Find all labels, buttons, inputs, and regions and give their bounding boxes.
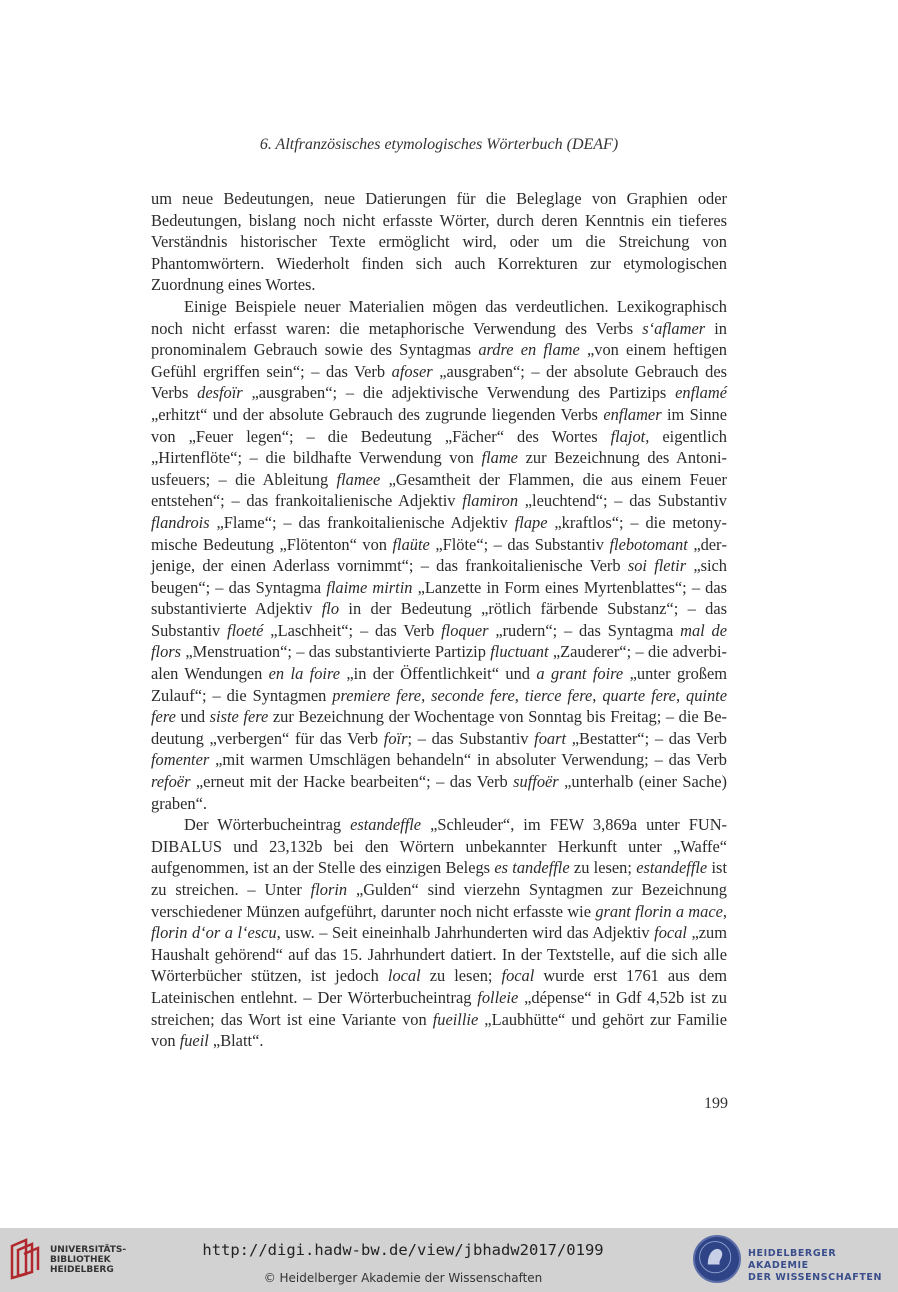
italic-term: suffoër	[513, 772, 559, 792]
italic-term: focal	[501, 966, 535, 986]
text-run: „ausgraben“; – die adjektivische Verwendung des Partizips	[242, 383, 676, 403]
italic-term: fueil	[179, 1031, 209, 1051]
copyright-notice: © Heidelberger Akademie der Wissenschaften	[263, 1271, 543, 1285]
italic-term: refoër	[151, 772, 191, 792]
italic-term: fluctuant	[490, 642, 549, 662]
text-run: Der Wörterbucheintrag	[184, 815, 351, 835]
text-run: „zum Haushalt gehörend“ auf das 15. Jahrhundert datiert. In der Textstelle, auf die sich alle Wörterbücher stützen, ist jedoch	[151, 923, 727, 986]
text-run: „Zauderer“; – die adverbialen Wendungen	[151, 642, 727, 684]
text-run: „kraftlos“; – die metonymische Bedeutung „Flötenton“ von	[151, 512, 727, 554]
italic-term: foïr	[383, 728, 408, 748]
paragraph-1	[151, 188, 727, 296]
text-run: zur Bezeichnung der Wochentage von Sonntag bis Freitag; – die Bedeutung „verbergen“ für das Verb	[151, 707, 727, 748]
academy-seal-icon	[693, 1235, 741, 1283]
italic-term: estandeffle	[636, 858, 708, 878]
italic-term: focal	[654, 923, 687, 943]
academy-logo-text: HEIDELBERGER AKADEMIE DER WISSENSCHAFTEN	[748, 1248, 883, 1283]
italic-term: folleie	[477, 987, 519, 1007]
text-run: „Flöte“; – das Substantiv	[429, 534, 610, 554]
text-run: „leuchtend“; – das Substantiv	[518, 491, 727, 511]
text-run: in pronominalem Gebrauch sowie des Syntagmas	[151, 318, 727, 360]
academy-logo[interactable]	[693, 1234, 893, 1286]
text-run: ,	[675, 685, 687, 705]
text-run: „ausgraben“; – der absolute Gebrauch des Verbs	[151, 361, 727, 403]
running-head: 6. Altfranzösisches etymologisches Wörterbuch (DEAF)	[259, 136, 619, 153]
italic-term: afoser	[391, 361, 433, 381]
text-run: „erhitzt“ und der absolute Gebrauch des zugrunde liegenden Verbs	[151, 404, 604, 424]
italic-term: tierce fere	[524, 685, 593, 705]
paragraph-2	[151, 296, 727, 814]
italic-term: ardre en flame	[478, 340, 580, 360]
italic-term: flaüte	[392, 534, 430, 554]
text-run: und	[175, 707, 210, 727]
text-run: ,	[592, 685, 603, 705]
italic-term: enflamé	[675, 383, 727, 403]
italic-term: flamiron	[462, 491, 519, 511]
italic-term: enflamer	[603, 404, 662, 424]
italic-term: flape	[514, 512, 548, 532]
italic-term: foart	[534, 728, 567, 748]
italic-term: flo	[321, 599, 340, 619]
text-run: , usw. – Seit eineinhalb Jahrhunderten wird das Adjektiv	[276, 923, 655, 943]
italic-term: flandrois	[151, 512, 210, 532]
text-run: zu lesen;	[569, 858, 637, 878]
page-number: 199	[704, 1095, 728, 1112]
italic-term: florin d‘or a l‘escu	[151, 923, 277, 943]
paragraph-3	[151, 814, 727, 1052]
text-run: zu lesen;	[420, 966, 502, 986]
italic-term: es tandeffle	[494, 858, 570, 878]
italic-term: fueillie	[432, 1009, 479, 1029]
text-run: „von einem heftigen Gefühl ergriffen sein“; – das Verb	[151, 340, 727, 381]
italic-term: estandeffle	[350, 815, 422, 835]
italic-term: desfoïr	[197, 383, 243, 403]
italic-term: flebotomant	[609, 534, 688, 554]
italic-term: grant florin a mace	[595, 901, 723, 921]
italic-term: soi fletir	[627, 556, 687, 576]
text-run: „Laschheit“; – das Verb	[263, 620, 442, 640]
italic-term: flajot,	[610, 426, 650, 446]
text-run: „in der Öffentlichkeit“ und	[340, 664, 537, 684]
text-run: „sich beugen“; – das Syntagma	[151, 556, 728, 597]
italic-term: en la foire	[268, 664, 340, 684]
text-run: ,	[421, 685, 432, 705]
italic-term: local	[387, 966, 421, 986]
text-run: „Menstruation“; – das substantivierte Partizip	[181, 642, 491, 662]
text-run: „Gulden“ sind vierzehn Syntagmen zur Bezeichnung verschiedener Münzen aufgeführt, darunter noch nicht erfasste wie	[151, 880, 727, 921]
italic-term: mal de flors	[151, 620, 727, 662]
text-run: „Laubhütte“ und gehört zur Familie von	[151, 1009, 728, 1051]
text-run: „Schleuder“, im FEW 3,869a unter FUNDIBALUS und 23,132b bei den Wörtern unbekannter Herkunft unter „Waffe“ aufgenommen, ist an der Stelle des einzigen Belegs	[151, 815, 728, 878]
text-run: „Blatt“.	[208, 1031, 264, 1051]
footer-bar	[0, 1228, 898, 1292]
italic-term: seconde fere	[431, 685, 515, 705]
italic-term: floeté	[227, 620, 264, 640]
ub-logo-text: UNIVERSITÄTS- BIBLIOTHEK HEIDELBERG	[50, 1245, 127, 1275]
body-text	[151, 188, 727, 1052]
italic-term: fomenter	[151, 750, 210, 770]
text-run: „unterhalb (einer Sache) graben“.	[151, 772, 727, 813]
page-url-link[interactable]: http://digi.hadw-bw.de/view/jbhadw2017/0199	[202, 1241, 604, 1259]
text-run: „Flame“; – das frankoitalienische Adjektiv	[209, 512, 515, 532]
text-run: „derjenige, der einen Aderlass vornimmt“; – das frankoitalienische Verb	[151, 534, 727, 576]
text-run: „unter großem Zulauf“; – die Syntagmen	[151, 664, 728, 705]
text-run: ist zu streichen. – Unter	[151, 858, 727, 899]
text-run: zur Bezeichnung des Antoniusfeuers; – die Ableitung	[151, 448, 727, 489]
italic-term: s‘aflamer	[642, 318, 706, 338]
text-run: ,	[514, 685, 525, 705]
italic-term: quarte fere	[602, 685, 676, 705]
text-run: im Sinne von „Feuer legen“; – die Bedeutung „Fächer“ des Wortes	[151, 404, 727, 446]
italic-term: florin	[310, 880, 348, 899]
italic-term: premiere fere	[332, 685, 422, 705]
text-run: Einige Beispiele neuer Materialien mögen das verdeutlichen. Lexikographisch noch nicht erfasst waren: die metaphorische Verwendung des Verbs	[151, 296, 727, 338]
italic-term: flamee	[336, 469, 381, 489]
text-run: eigentlich „Hirtenflöte“; – die bildhafte Verwendung von	[151, 426, 727, 468]
text-run: ; – das Substantiv	[407, 728, 535, 748]
italic-term: floquer	[441, 620, 489, 640]
text-run: „mit warmen Umschlägen behandeln“ in absoluter Verwendung; – das Verb	[209, 750, 727, 770]
text-run: „dépense“ in Gdf 4,52b ist zu streichen; das Wort ist eine Variante von	[151, 987, 727, 1029]
text-run: „Lanzette in Form eines Myrtenblattes“; – das substantivierte Adjektiv	[151, 577, 728, 619]
text-run: wurde erst 1761 aus dem Lateinischen entlehnt. – Der Wörterbucheintrag	[151, 966, 727, 1007]
text-run: ,	[722, 901, 727, 921]
text-run: in der Bedeutung „rötlich färbende Substanz“; – das Substantiv	[151, 599, 727, 640]
text-run: „rudern“; – das Syntagma	[488, 620, 681, 640]
italic-term: siste fere	[209, 707, 269, 727]
italic-term: quinte fere	[151, 685, 727, 727]
text-run: „Gesamtheit der Flammen, die aus einem Feuer entstehen“; – das frankoitalienische Adjektiv	[151, 469, 727, 511]
text-run: „erneut mit der Hacke bearbeiten“; – das Verb	[190, 772, 514, 792]
text-run: um neue Bedeutungen, neue Datierungen für die Beleglage von Graphien oder Bedeutungen, bislang noch nicht erfasste Wörter, durch deren Kenntnis ein tieferes Verständnis historischer Texte ermöglicht wird, oder um die Streichung von Phantomwörtern. Wiederholt finden sich auch Korrekturen zur etymologischen Zuordnung eines Wortes.	[151, 189, 727, 295]
italic-term: flame	[481, 448, 518, 468]
italic-term: flaime mirtin	[326, 577, 413, 597]
text-run: „Bestatter“; – das Verb	[566, 728, 727, 748]
italic-term: a grant foire	[536, 664, 624, 684]
